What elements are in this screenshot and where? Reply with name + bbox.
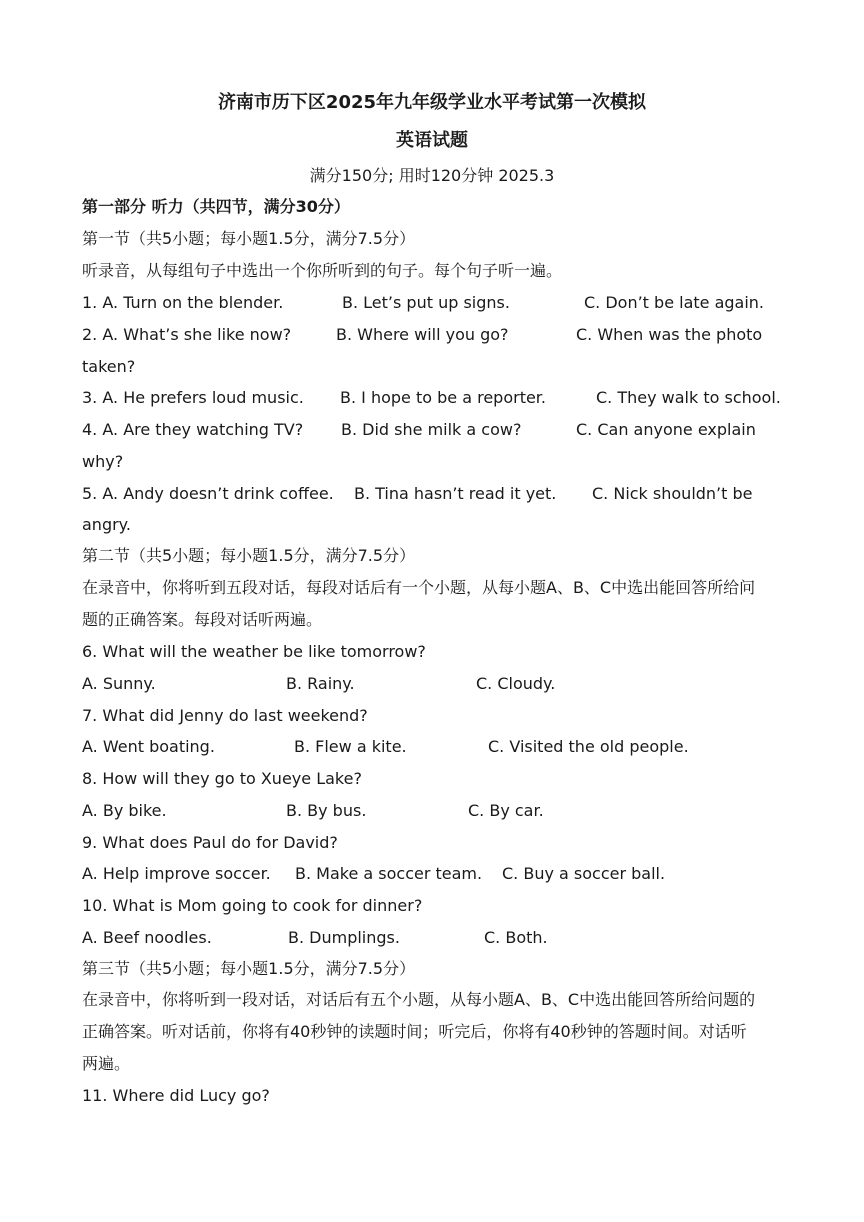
- question-text: 6. What will the weather be like tomorrow?: [82, 642, 426, 661]
- option-c: C. When was the photo: [576, 325, 763, 344]
- option-b: B. Rainy.: [286, 674, 355, 693]
- section1-instruction: 听录音，从每组句子中选出一个你所听到的句子。每个句子听一遍。: [82, 261, 563, 280]
- section2-heading: 第二节（共5小题；每小题1.5分，满分7.5分）: [82, 546, 416, 565]
- option-a: 5. A. Andy doesn’t drink coffee.: [82, 484, 334, 503]
- section3-instruction-1: 在录音中，你将听到一段对话，对话后有五个小题，从每小题A、B、C中选出能回答所给问题的: [82, 990, 756, 1009]
- option-b: B. Where will you go?: [336, 325, 509, 344]
- option-c: C. Buy a soccer ball.: [502, 864, 666, 883]
- option-a: A. Beef noodles.: [82, 928, 212, 947]
- section3-heading: 第三节（共5小题；每小题1.5分，满分7.5分）: [82, 959, 416, 978]
- option-wrap: angry.: [82, 515, 131, 534]
- section2-instruction-1: 在录音中，你将听到五段对话，每段对话后有一个小题，从每小题A、B、C中选出能回答所给问: [82, 578, 756, 597]
- section1-heading: 第一节（共5小题；每小题1.5分，满分7.5分）: [82, 229, 416, 248]
- option-a: 3. A. He prefers loud music.: [82, 388, 304, 407]
- option-b: B. Make a soccer team.: [295, 864, 483, 883]
- exam-title: 济南市历下区2025年九年级学业水平考试第一次模拟: [217, 92, 647, 113]
- option-c: C. Cloudy.: [476, 674, 556, 693]
- option-a: A. Sunny.: [82, 674, 156, 693]
- exam-subtitle: 英语试题: [396, 130, 468, 151]
- part1-heading: 第一部分 听力（共四节，满分30分）: [82, 197, 350, 216]
- option-a: 2. A. What’s she like now?: [82, 325, 292, 344]
- option-c: C. By car.: [468, 801, 544, 820]
- question-text: 8. How will they go to Xueye Lake?: [82, 769, 362, 788]
- option-wrap: taken?: [82, 357, 136, 376]
- option-c: C. Both.: [484, 928, 548, 947]
- option-b: B. Let’s put up signs.: [342, 293, 510, 312]
- question-text: 11. Where did Lucy go?: [82, 1086, 270, 1105]
- option-wrap: why?: [82, 452, 124, 471]
- option-b: B. Tina hasn’t read it yet.: [354, 484, 557, 503]
- section3-instruction-3: 两遍。: [82, 1054, 131, 1073]
- option-a: A. Help improve soccer.: [82, 864, 271, 883]
- option-c: C. Can anyone explain: [576, 420, 756, 439]
- section3-instruction-2: 正确答案。听对话前，你将有40秒钟的读题时间；听完后，你将有40秒钟的答题时间。对话听: [82, 1022, 747, 1041]
- option-c: C. Don’t be late again.: [584, 293, 765, 312]
- option-c: C. Visited the old people.: [488, 737, 689, 756]
- option-b: B. By bus.: [286, 801, 367, 820]
- option-c: C. Nick shouldn’t be: [592, 484, 753, 503]
- section2-instruction-2: 题的正确答案。每段对话听两遍。: [82, 610, 323, 629]
- option-b: B. Dumplings.: [288, 928, 400, 947]
- option-a: A. Went boating.: [82, 737, 215, 756]
- exam-meta: 满分150分; 用时120分钟 2025.3: [309, 166, 555, 185]
- option-b: B. I hope to be a reporter.: [340, 388, 546, 407]
- question-text: 10. What is Mom going to cook for dinner?: [82, 896, 423, 915]
- option-a: A. By bike.: [82, 801, 167, 820]
- question-text: 7. What did Jenny do last weekend?: [82, 706, 368, 725]
- option-c: C. They walk to school.: [596, 388, 781, 407]
- option-b: B. Flew a kite.: [294, 737, 407, 756]
- option-a: 1. A. Turn on the blender.: [82, 293, 284, 312]
- question-text: 9. What does Paul do for David?: [82, 833, 338, 852]
- option-b: B. Did she milk a cow?: [341, 420, 522, 439]
- option-a: 4. A. Are they watching TV?: [82, 420, 304, 439]
